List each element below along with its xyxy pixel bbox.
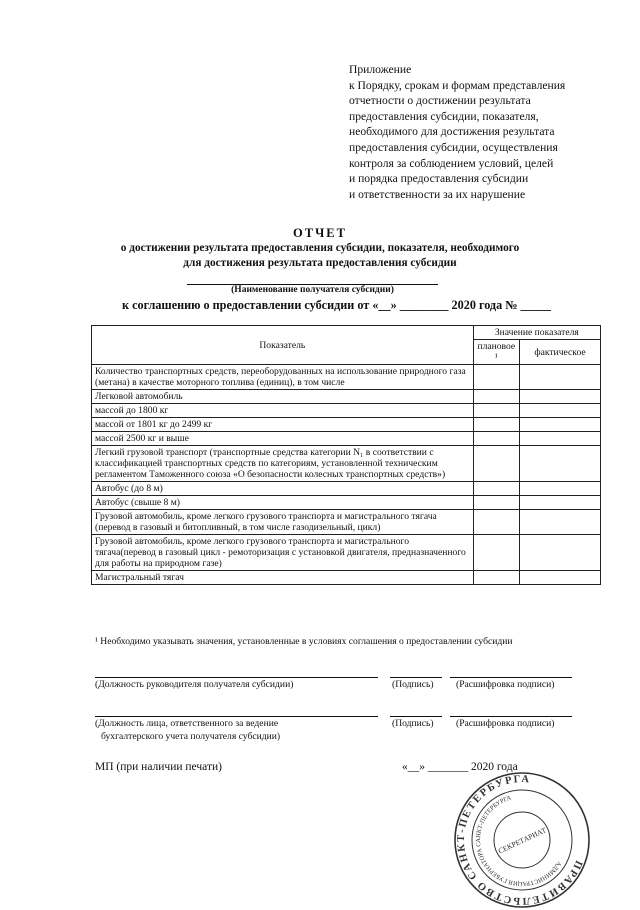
appendix-line: контроля за соблюдением условий, целей <box>349 156 554 170</box>
signature-line <box>450 716 572 717</box>
actual-cell <box>520 390 601 404</box>
header-actual: фактическое <box>520 340 601 365</box>
indicator-cell: Грузовой автомобиль, кроме легкого грузового транспорта и магистрального тягача (перевод в газовый и битопливный, в том числе газодизельный, цикл) <box>92 510 474 535</box>
header-indicator: Показатель <box>92 326 474 365</box>
planned-cell <box>473 390 519 404</box>
actual-cell <box>520 404 601 418</box>
actual-cell <box>520 365 601 390</box>
decoding-caption: (Расшифровка подписи) <box>456 718 555 729</box>
planned-cell <box>473 510 519 535</box>
indicator-cell: Автобус (свыше 8 м) <box>92 496 474 510</box>
signature-line <box>390 677 442 678</box>
appendix-line: и порядка предоставления субсидии <box>349 172 529 186</box>
official-stamp <box>452 770 592 910</box>
stamp-outer-text: ПРАВИТЕЛЬСТВО САНКТ-ПЕТЕРБУРГА <box>455 773 584 907</box>
appendix-line: Приложение <box>349 63 412 76</box>
appendix-line: предоставления субсидии, осуществления <box>349 140 558 154</box>
appendix-line: предоставления субсидии, показателя, <box>349 109 539 123</box>
indicator-cell: массой 2500 кг и выше <box>92 432 474 446</box>
planned-cell <box>473 496 519 510</box>
planned-cell <box>473 418 519 432</box>
seal-note: МП (при наличии печати) <box>95 761 222 773</box>
decoding-caption: (Расшифровка подписи) <box>456 679 555 690</box>
header-value: Значение показателя <box>473 326 600 340</box>
actual-cell <box>520 418 601 432</box>
stamp-inner-text: АДМИНИСТРАЦИЯ ГУБЕРНАТОРА САНКТ-ПЕТЕРБУРГА <box>474 794 563 888</box>
appendix-block <box>349 62 619 202</box>
footnote: ¹ Необходимо указывать значения, установленные в условиях соглашения о предоставлении субсидии <box>95 636 513 647</box>
table-row <box>92 571 601 585</box>
indicator-table <box>91 325 601 585</box>
actual-cell <box>520 432 601 446</box>
signature-caption: (Подпись) <box>392 679 434 690</box>
signature-line <box>95 677 378 678</box>
indicator-cell: Легковой автомобиль <box>92 390 474 404</box>
table-row <box>92 496 601 510</box>
header-planned: плановое ¹ <box>473 340 519 365</box>
recipient-caption: (Наименование получателя субсидии) <box>231 285 394 295</box>
indicator-cell: массой от 1801 кг до 2499 кг <box>92 418 474 432</box>
appendix-line: необходимого для достижения результата <box>349 125 555 139</box>
table-row <box>92 510 601 535</box>
report-heading: ОТЧЕТ <box>293 226 347 240</box>
appendix-line: отчетности о достижении результата <box>349 94 531 108</box>
indicator-cell: массой до 1800 кг <box>92 404 474 418</box>
accountant-caption-line2: бухгалтерского учета получателя субсидии) <box>101 731 281 742</box>
actual-cell <box>520 510 601 535</box>
date-line: «__» _______ 2020 года <box>402 761 518 773</box>
indicator-cell: Магистральный тягач <box>92 571 474 585</box>
table-row <box>92 446 601 482</box>
signature-line <box>390 716 442 717</box>
table-row <box>92 418 601 432</box>
appendix-line: и ответственности за их нарушение <box>349 187 526 201</box>
planned-cell <box>473 365 519 390</box>
report-subtitle-line: о достижении результата предоставления субсидии, показателя, необходимого <box>120 242 520 254</box>
actual-cell <box>520 446 601 482</box>
indicator-cell: Автобус (до 8 м) <box>92 482 474 496</box>
actual-cell <box>520 496 601 510</box>
actual-cell <box>520 571 601 585</box>
planned-cell <box>473 432 519 446</box>
table-row <box>92 365 601 390</box>
table-row <box>92 404 601 418</box>
actual-cell <box>520 482 601 496</box>
actual-cell <box>520 535 601 571</box>
indicator-cell: Количество транспортных средств, переоборудованных на использование природного газа (метана) в качестве моторного топлива (единиц), в том числе <box>92 365 474 390</box>
table-row <box>92 390 601 404</box>
indicator-cell: Грузовой автомобиль, кроме легкого грузового транспорта и магистрального тягача(перевод в газовый цикл - ремоторизация с установкой двигателя, предназначенного для работы на природном газе) <box>92 535 474 571</box>
table-row <box>92 432 601 446</box>
appendix-line: к Порядку, срокам и формам представления <box>349 78 566 92</box>
planned-cell <box>473 571 519 585</box>
table-header-row <box>92 326 601 340</box>
accountant-caption-line1: (Должность лица, ответственного за ведение <box>95 718 279 729</box>
planned-cell <box>473 404 519 418</box>
head-position-caption: (Должность руководителя получателя субсидии) <box>95 679 294 690</box>
stamp-center-text: СЕКРЕТАРИАТ <box>496 825 548 856</box>
signature-line <box>450 677 572 678</box>
report-subtitle-line: для достижения результата предоставления субсидии <box>183 257 457 269</box>
table-row <box>92 535 601 571</box>
planned-cell <box>473 482 519 496</box>
planned-cell <box>473 535 519 571</box>
planned-cell <box>473 446 519 482</box>
signature-line <box>95 716 378 717</box>
indicator-cell: Легкий грузовой транспорт (транспортные средства категории N₁ в соответствии с классификацией транспортных средств по категориям, установленной техническим регламентом Таможенного союза «О безопасности колесных транспортных средств») <box>92 446 474 482</box>
signature-caption: (Подпись) <box>392 718 434 729</box>
agreement-line: к соглашению о предоставлении субсидии от «__» ________ 2020 года № _____ <box>122 298 552 312</box>
report-subtitle <box>0 241 640 271</box>
table-row <box>92 482 601 496</box>
